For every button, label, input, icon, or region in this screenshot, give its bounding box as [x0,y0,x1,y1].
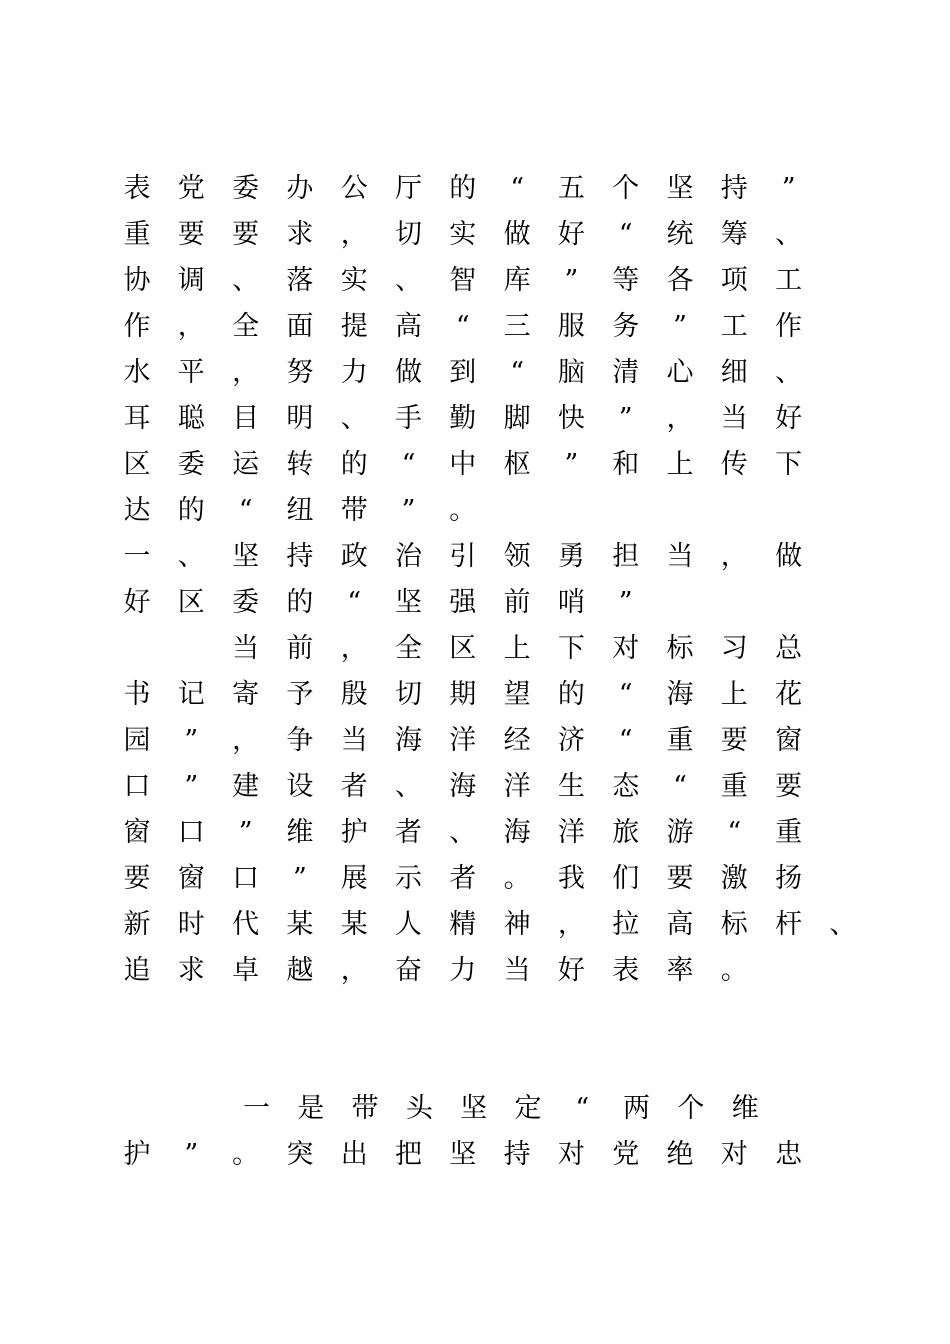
section-heading-line: 一 、 坚 持 政 治 引 领 勇 担 当 ， 做 [123,541,803,572]
text-line: 当 前 ， 全 区 上 下 对 标 习 总 [232,633,803,664]
text-line: 区 委 运 转 的 “ 中 枢 ” 和 上 传 下 [123,449,803,480]
text-line: 口 ” 建 设 者 、 海 洋 生 态 “ 重 要 [123,771,803,802]
text-line: 协 调 、 落 实 、 智 库 ” 等 各 项 工 [123,265,803,296]
section-heading-line: 好 区 委 的 “ 坚 强 前 哨 ” [123,587,633,618]
text-line: 书 记 寄 予 殷 切 期 望 的 “ 海 上 花 [123,679,803,710]
text-line: 达 的 “ 纽 带 ” 。 [123,495,477,526]
text-line: 要 窗 口 ” 展 示 者 。 我 们 要 激 扬 [123,863,803,894]
text-line: 一 是 带 头 坚 定 “ 两 个 维 [242,1093,759,1124]
text-line: 护 ” 。 突 出 把 坚 持 对 党 绝 对 忠 [123,1139,803,1170]
text-line: 耳 聪 目 明 、 手 勤 脚 快 ” ， 当 好 [123,403,803,434]
text-line: 水 平 ， 努 力 做 到 “ 脑 清 心 细 、 [123,357,803,388]
text-line: 园 ” ， 争 当 海 洋 经 济 “ 重 要 窗 [123,725,803,756]
text-line: 新 时 代 某 某 人 精 神 ， 拉 高 标 杆 、 [123,909,857,940]
text-line: 作 ， 全 面 提 高 “ 三 服 务 ” 工 作 [123,311,803,342]
text-line: 重 要 要 求 ， 切 实 做 好 “ 统 筹 、 [123,219,803,250]
text-line: 追 求 卓 越 ， 奋 力 当 好 表 率 。 [123,955,748,986]
text-line: 窗 口 ” 维 护 者 、 海 洋 旅 游 “ 重 [123,817,803,848]
text-line: 表 党 委 办 公 厅 的 “ 五 个 坚 持 ” [123,173,796,204]
